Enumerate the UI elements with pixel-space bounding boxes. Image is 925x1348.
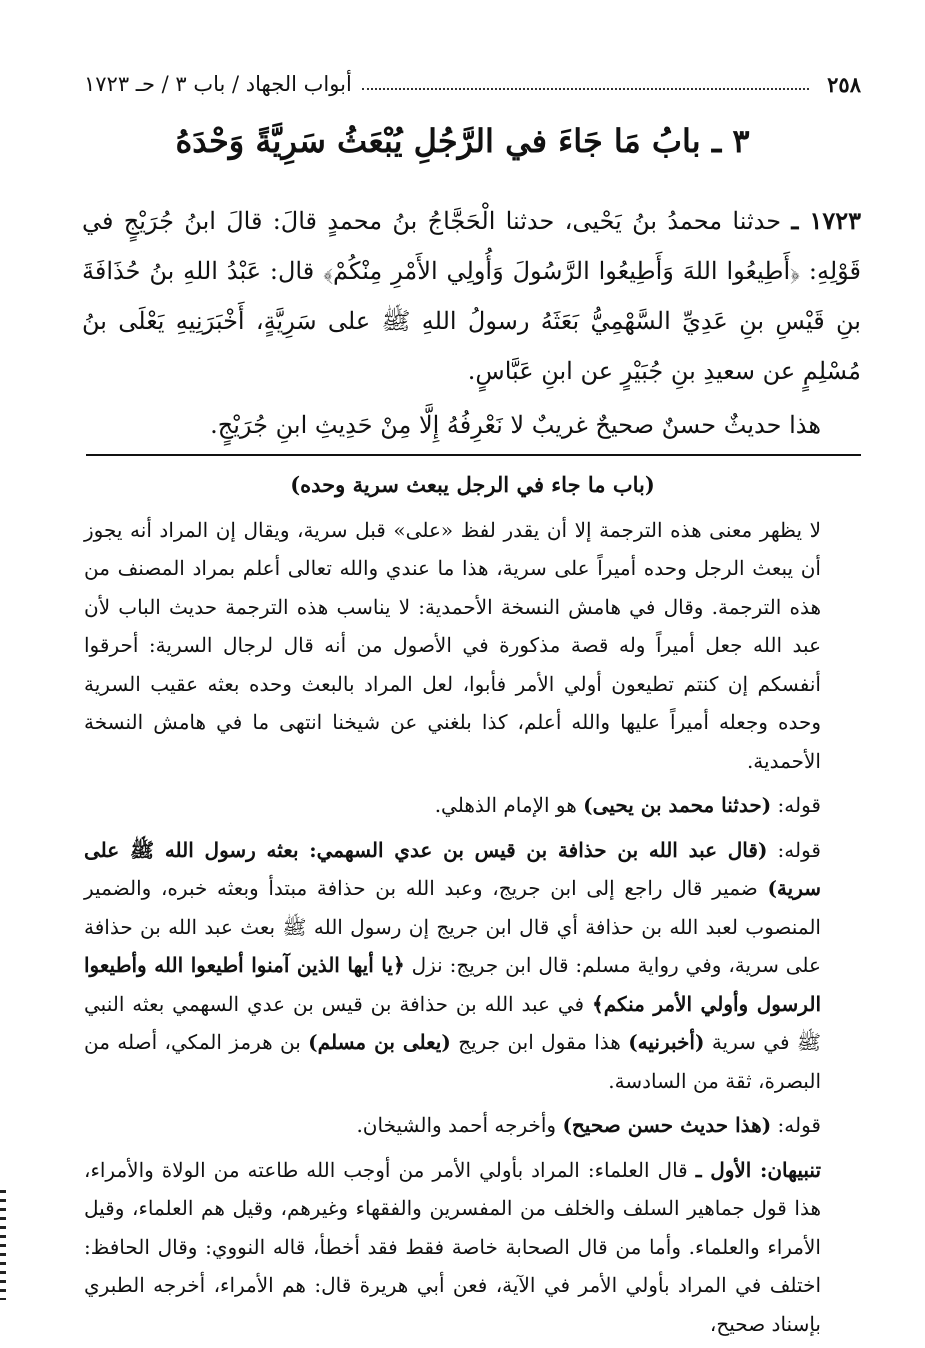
page-number: ٢٥٨ bbox=[827, 71, 861, 97]
header-dotted-leader bbox=[362, 78, 809, 90]
commentary-text: هذا مقول ابن جريج bbox=[458, 1030, 621, 1054]
commentary-text: في عبد الله بن حذافة بن قيس بن عدي السهمي بعثه النبي ﷺ في سرية bbox=[84, 991, 822, 1054]
hadith-verdict: هذا حديثٌ حسنٌ صحيحٌ غريبٌ لا نَعْرِفُهُ إِلَّا مِنْ حَدِيثِ ابنِ جُرَيْجٍ. bbox=[210, 411, 821, 439]
commentary-paragraph-5 bbox=[84, 1151, 861, 1344]
commentary-block bbox=[84, 466, 861, 1343]
commentary-paragraph-4 bbox=[84, 1106, 861, 1145]
quote-prefix: قوله: bbox=[777, 837, 821, 862]
quoted-phrase: (قال عبد الله بن حذافة بن قيس بن عدي السهمي: بعثه رسول الله ﷺ على سرية) bbox=[84, 837, 822, 900]
quoted-phrase: (يعلى بن مسلم) bbox=[308, 1030, 451, 1054]
running-header bbox=[84, 64, 861, 104]
hadith-number: ١٧٢٣ ـ bbox=[791, 206, 861, 235]
commentary-text: بن هرمز المكي، أصله من البصرة، ثقة من السادسة. bbox=[84, 1030, 821, 1093]
quoted-phrase: (حدثنا محمد بن يحيى) bbox=[583, 793, 772, 817]
quoted-phrase: (هذا حديث حسن صحيح) bbox=[562, 1113, 772, 1137]
hadith-text bbox=[82, 196, 861, 396]
scan-edge-artifact bbox=[0, 1190, 6, 1300]
section-divider bbox=[86, 454, 861, 456]
quote-prefix: قوله: bbox=[777, 793, 821, 817]
commentary-paragraph-2 bbox=[84, 786, 861, 825]
hadith-block bbox=[82, 196, 861, 450]
commentary-text: قال العلماء: المراد بأولي الأمر من أوجب الله طاعته من الولاة والأمراء، هذا قول جماهير السلف والخلف من المفسرين والفقهاء وغيرهم، وقيل هم العلماء، وقيل الأمراء والعلماء. وأما من قال الصحابة خاصة فقط فقد أخطأ، قاله النووي: وقال الحافظ: اختلف في المراد بأولي الأمر في الآية، فعن أبي هريرة قال: هم الأمراء، أخرجه الطبري بإسناد صحيح، bbox=[84, 1157, 821, 1336]
commentary-paragraph-1: لا يظهر معنى هذه الترجمة إلا أن يقدر لفظ «على» قبل سرية، ويقال إن المراد أنه يجوز أن يبعث الرجل وحده أميراً على سرية، هذا ما عندي والله تعالى أعلم بمراد المصنف من هذه الترجمة. وقال في هامش النسخة الأحمدية: لا يناسب هذه الترجمة حديث الباب لأن عبد الله جعل أميراً وله قصة مذكورة في الأصول من أنه قال لرجال السرية: أحرقوا أنفسكم إن كنتم تطيعون أولي الأمر فأبوا، لعل المراد بالبعث وحده بعثه عقيب السرية وحده وجعله أميراً عليها والله أعلم، كذا بلغني عن شيخنا انتهى ما في هامش النسخة الأحمدية. bbox=[84, 517, 822, 773]
hadith-body: حدثنا محمدُ بنُ يَحْيى، حدثنا الْحَجَّاجُ بنُ محمدٍ قالَ: قالَ ابنُ جُرَيْجٍ في قَوْلِهِ: ﴿أَطِيعُوا اللهَ وَأَطِيعُوا الرَّسُولَ وَأُولِي الأَمْرِ مِنْكُمْ﴾ قال: عَبْدُ اللهِ بنُ حُذَافَةَ بنِ قَيْسِ بنِ عَدِيِّ السَّهْمِيُّ بَعَثَهُ رسولُ اللهِ ﷺ على سَرِيَّةٍ، أَخْبَرَنِيهِ يَعْلَى بنُ مُسْلِمٍ عن سعيدِ بنِ جُبَيْرٍ عن ابنِ عَبَّاسٍ. bbox=[82, 207, 861, 385]
commentary-heading: (باب ما جاء في الرجل يبعث سرية وحده) bbox=[290, 472, 655, 497]
commentary-paragraph-3 bbox=[84, 831, 861, 1101]
note-label: تنبيهان: الأول ـ bbox=[695, 1157, 822, 1182]
quoted-verse: ﴿يا أيها الذين آمنوا أطيعوا الله وأطيعوا الرسول وأولي الأمر منكم﴾ bbox=[84, 953, 821, 1016]
commentary-text: ضمير قال راجع إلى ابن جريج، وعبد الله بن حذافة مبتدأ وبعثه خبره، والضمير المنصوب لعبد الله بن حذافة أي قال ابن جريج إن رسول الله ﷺ بعث عبد الله بن حذافة على سرية، وفي رواية مسلم: قال ابن جريج: نزل bbox=[84, 876, 821, 977]
chapter-title: ٣ ـ بابُ مَا جَاءَ في الرَّجُلِ يُبْعَثُ سَرِيَّةً وَحْدَهُ bbox=[175, 122, 750, 160]
quoted-phrase: (أخبرنيه) bbox=[628, 1030, 705, 1054]
commentary-text: وأخرجه أحمد والشيخان. bbox=[356, 1113, 557, 1137]
running-title: أبواب الجهاد / باب ٣ / حـ ١٧٢٣ bbox=[84, 72, 352, 96]
commentary-text: هو الإمام الذهلي. bbox=[434, 793, 577, 817]
quote-prefix: قوله: bbox=[777, 1113, 821, 1137]
